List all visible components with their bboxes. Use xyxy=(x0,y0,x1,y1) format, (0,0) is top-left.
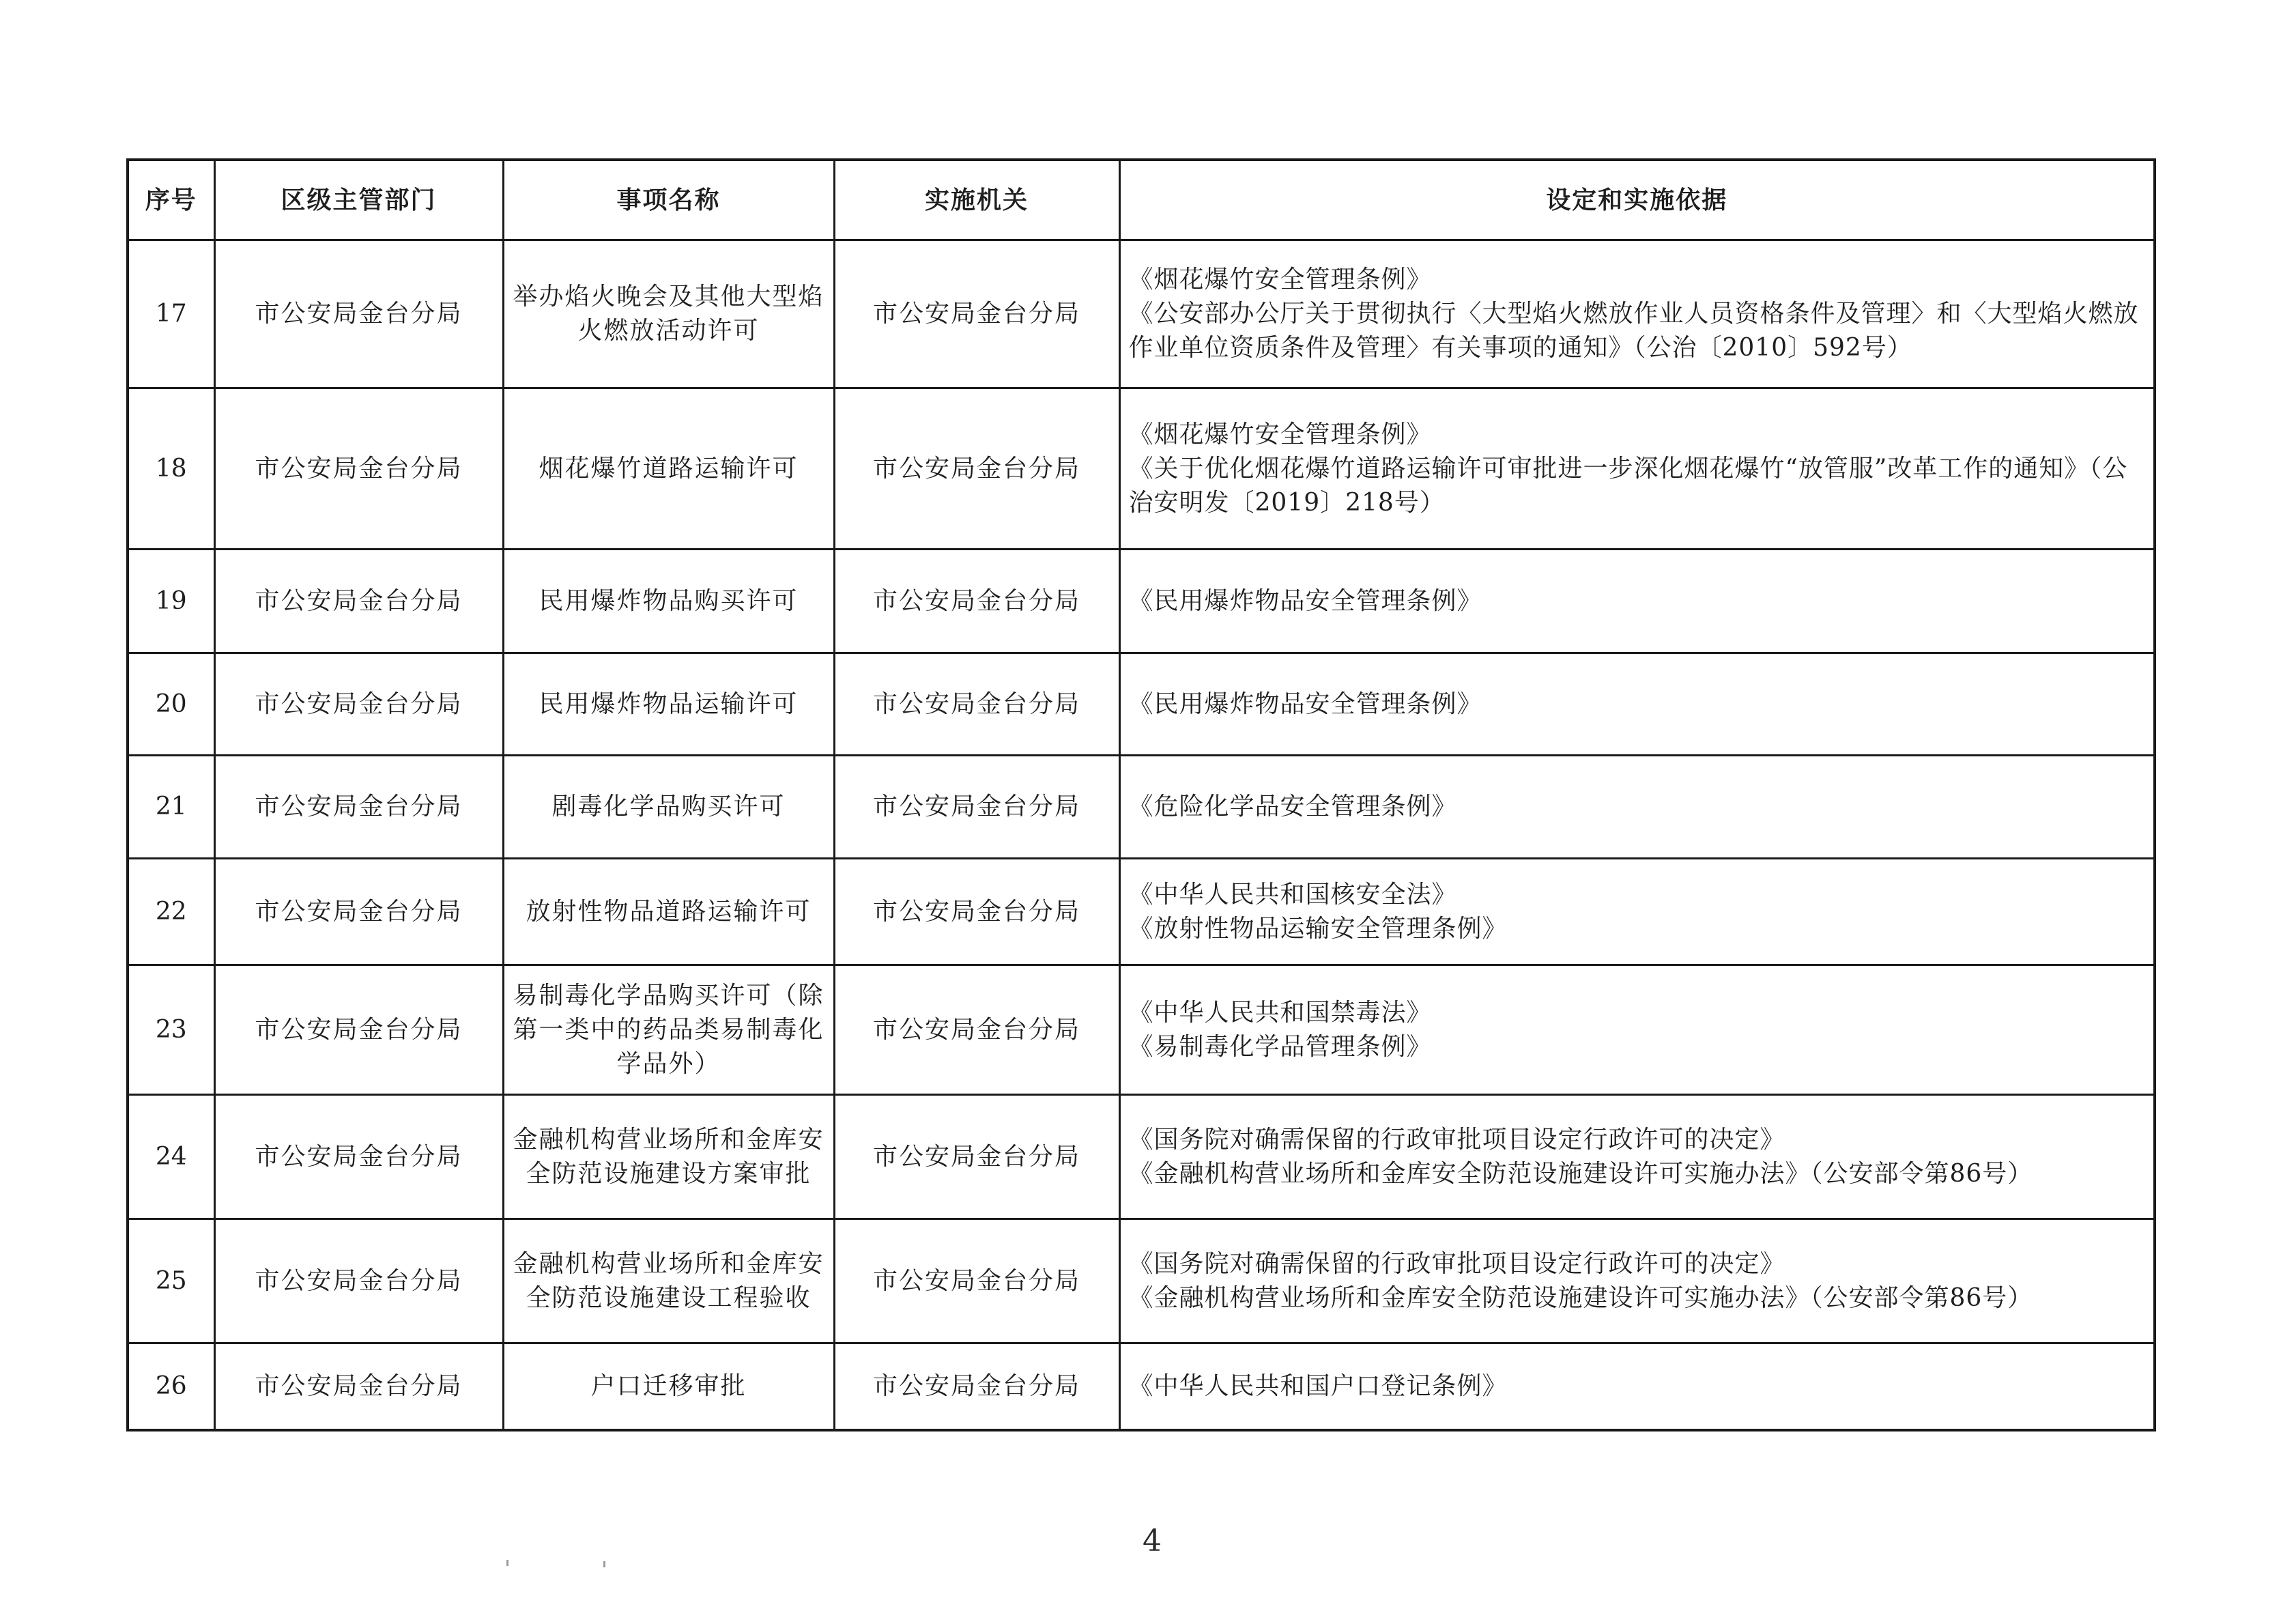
row-seq: 17 xyxy=(128,240,214,388)
row-basis xyxy=(1119,756,2155,859)
row-basis xyxy=(1119,388,2155,550)
table-row xyxy=(128,1219,2155,1343)
row-seq: 19 xyxy=(128,550,214,653)
row-dept: 市公安局金台分局 xyxy=(214,1219,503,1343)
table-header-row xyxy=(128,160,2155,240)
table-row xyxy=(128,240,2155,388)
table-row xyxy=(128,388,2155,550)
basis-line: 《金融机构营业场所和金库安全防范设施建设许可实施办法》（公安部令第86号） xyxy=(1128,1159,2033,1188)
row-org: 市公安局金台分局 xyxy=(834,1343,1119,1430)
table-row xyxy=(128,653,2155,756)
row-seq: 26 xyxy=(128,1343,214,1430)
basis-line: 《民用爆炸物品安全管理条例》 xyxy=(1128,586,1482,615)
header-org: 实施机关 xyxy=(834,160,1119,240)
row-basis xyxy=(1119,653,2155,756)
row-seq: 21 xyxy=(128,756,214,859)
row-org: 市公安局金台分局 xyxy=(834,965,1119,1095)
table-row xyxy=(128,756,2155,859)
row-basis xyxy=(1119,859,2155,965)
scan-speck xyxy=(603,1561,605,1567)
row-dept: 市公安局金台分局 xyxy=(214,965,503,1095)
basis-line: 《中华人民共和国核安全法》 xyxy=(1128,880,1457,909)
row-org: 市公安局金台分局 xyxy=(834,240,1119,388)
row-item-name: 放射性物品道路运输许可 xyxy=(503,859,834,965)
header-name: 事项名称 xyxy=(503,160,834,240)
row-seq: 23 xyxy=(128,965,214,1095)
row-basis xyxy=(1119,965,2155,1095)
basis-line: 《国务院对确需保留的行政审批项目设定行政许可的决定》 xyxy=(1128,1249,1785,1278)
row-seq: 20 xyxy=(128,653,214,756)
table-row xyxy=(128,1343,2155,1430)
row-seq: 24 xyxy=(128,1095,214,1219)
basis-line: 《国务院对确需保留的行政审批项目设定行政许可的决定》 xyxy=(1128,1125,1785,1154)
row-item-name: 举办焰火晚会及其他大型焰火燃放活动许可 xyxy=(503,240,834,388)
basis-line: 《公安部办公厅关于贯彻执行〈大型焰火燃放作业人员资格条件及管理〉和〈大型焰火燃放作业单位资质条件及管理〉有关事项的通知》（公治〔2010〕592号） xyxy=(1128,300,2139,362)
basis-line: 《放射性物品运输安全管理条例》 xyxy=(1128,914,1508,943)
row-dept: 市公安局金台分局 xyxy=(214,859,503,965)
row-org: 市公安局金台分局 xyxy=(834,388,1119,550)
table-row xyxy=(128,550,2155,653)
basis-line: 《关于优化烟花爆竹道路运输许可审批进一步深化烟花爆竹“放管服”改革工作的通知》（公治安明发〔2019〕218号） xyxy=(1128,454,2128,517)
row-basis xyxy=(1119,1219,2155,1343)
row-dept: 市公安局金台分局 xyxy=(214,653,503,756)
basis-line: 《金融机构营业场所和金库安全防范设施建设许可实施办法》（公安部令第86号） xyxy=(1128,1283,2033,1312)
row-dept: 市公安局金台分局 xyxy=(214,756,503,859)
header-seq: 序号 xyxy=(128,160,214,240)
scan-speck xyxy=(506,1560,508,1566)
basis-line: 《烟花爆竹安全管理条例》 xyxy=(1128,420,1432,448)
row-org: 市公安局金台分局 xyxy=(834,550,1119,653)
row-basis xyxy=(1119,1343,2155,1430)
row-seq: 22 xyxy=(128,859,214,965)
row-org: 市公安局金台分局 xyxy=(834,653,1119,756)
row-basis xyxy=(1119,550,2155,653)
row-item-name: 金融机构营业场所和金库安全防范设施建设方案审批 xyxy=(503,1095,834,1219)
row-item-name: 易制毒化学品购买许可（除第一类中的药品类易制毒化学品外） xyxy=(503,965,834,1095)
basis-line: 《烟花爆竹安全管理条例》 xyxy=(1128,266,1432,294)
table-row xyxy=(128,965,2155,1095)
row-org: 市公安局金台分局 xyxy=(834,1095,1119,1219)
row-org: 市公安局金台分局 xyxy=(834,1219,1119,1343)
page-number: 4 xyxy=(1143,1524,1162,1558)
row-dept: 市公安局金台分局 xyxy=(214,1095,503,1219)
basis-line: 《中华人民共和国禁毒法》 xyxy=(1128,998,1432,1027)
row-dept: 市公安局金台分局 xyxy=(214,388,503,550)
row-item-name: 剧毒化学品购买许可 xyxy=(503,756,834,859)
row-seq: 25 xyxy=(128,1219,214,1343)
header-basis: 设定和实施依据 xyxy=(1119,160,2155,240)
row-item-name: 烟花爆竹道路运输许可 xyxy=(503,388,834,550)
table-row xyxy=(128,859,2155,965)
row-basis xyxy=(1119,240,2155,388)
table-row xyxy=(128,1095,2155,1219)
basis-line: 《易制毒化学品管理条例》 xyxy=(1128,1032,1432,1061)
row-dept: 市公安局金台分局 xyxy=(214,1343,503,1430)
row-item-name: 金融机构营业场所和金库安全防范设施建设工程验收 xyxy=(503,1219,834,1343)
row-basis xyxy=(1119,1095,2155,1219)
row-dept: 市公安局金台分局 xyxy=(214,550,503,653)
row-item-name: 户口迁移审批 xyxy=(503,1343,834,1430)
basis-line: 《危险化学品安全管理条例》 xyxy=(1128,793,1457,821)
row-org: 市公安局金台分局 xyxy=(834,756,1119,859)
row-dept: 市公安局金台分局 xyxy=(214,240,503,388)
header-dept: 区级主管部门 xyxy=(214,160,503,240)
permit-table xyxy=(126,158,2156,1431)
row-org: 市公安局金台分局 xyxy=(834,859,1119,965)
row-item-name: 民用爆炸物品运输许可 xyxy=(503,653,834,756)
row-item-name: 民用爆炸物品购买许可 xyxy=(503,550,834,653)
basis-line: 《中华人民共和国户口登记条例》 xyxy=(1128,1371,1508,1400)
basis-line: 《民用爆炸物品安全管理条例》 xyxy=(1128,689,1482,718)
row-seq: 18 xyxy=(128,388,214,550)
